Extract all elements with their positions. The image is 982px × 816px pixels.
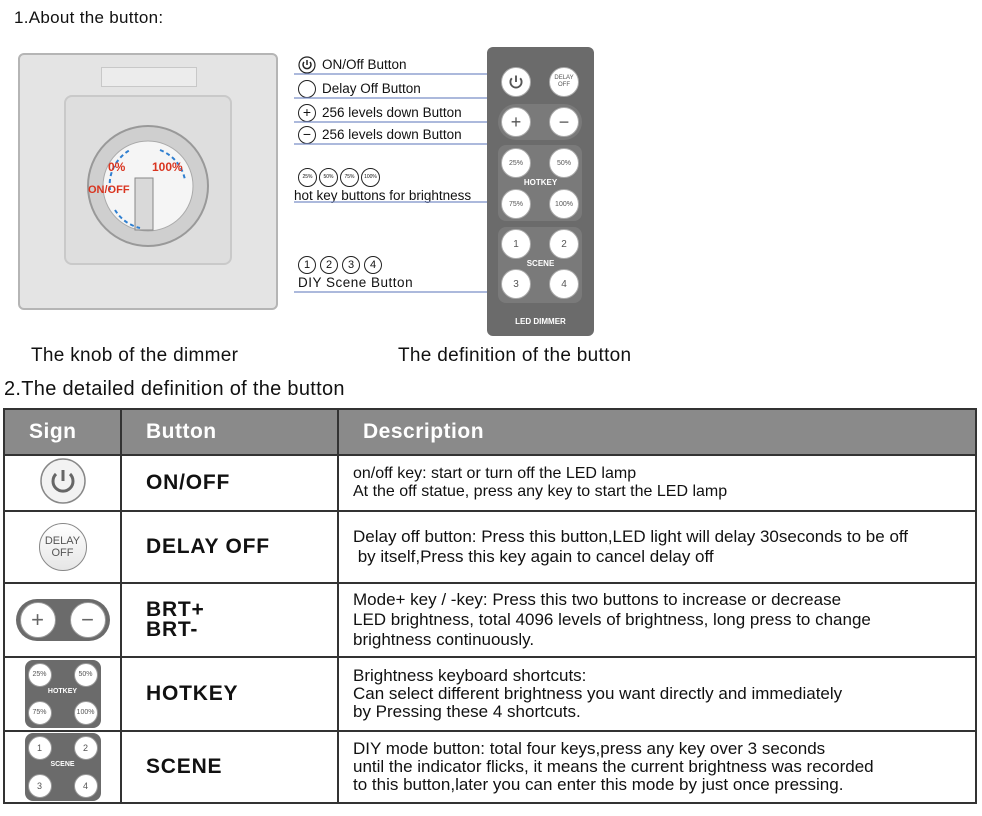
button-name-brt-plus: BRT+ — [146, 598, 205, 621]
indicator-slot — [101, 67, 197, 87]
ann-diy: DIY Scene Button — [298, 275, 414, 290]
remote-scene-label: SCENE — [526, 259, 555, 268]
remote-control — [487, 47, 594, 336]
minus-icon: − — [298, 126, 316, 144]
remote-hotkey-25: 25% — [501, 148, 531, 178]
minus-icon: − — [70, 602, 106, 638]
scene-icon: 1 — [298, 256, 316, 274]
button-name: DELAY OFF — [121, 511, 338, 583]
scene-icon: 2 — [320, 256, 338, 274]
remote-footer: LED DIMMER — [515, 317, 566, 326]
delay-icon: DELAY OFF — [39, 523, 87, 571]
header-button: Button — [121, 409, 338, 455]
table-row — [4, 511, 976, 583]
scene-key: 2 — [74, 736, 98, 760]
knob-label-100: 100% — [152, 160, 183, 174]
definition-table — [3, 408, 977, 804]
desc-line: At the off statue, press any key to start the LED lamp — [353, 483, 728, 500]
desc-line: until the indicator flicks, it means the current brightness was recorded — [353, 757, 874, 776]
remote-scene-1: 1 — [501, 229, 531, 259]
remote-plus-button: + — [501, 107, 531, 137]
desc-line: Can select different brightness you want directly and immediately — [353, 684, 843, 703]
table-header — [4, 409, 976, 455]
hotkey-label: HOTKEY — [47, 688, 78, 695]
scene-icon: 4 — [364, 256, 382, 274]
table-row — [4, 583, 976, 657]
table-row — [4, 657, 976, 731]
scene-pad-icon — [25, 733, 101, 801]
hotkey-icon: 50% — [319, 168, 338, 187]
hotkey-icon: 100% — [361, 168, 380, 187]
ann-onoff: ON/Off Button — [322, 57, 407, 72]
remote-power-button — [501, 67, 531, 97]
desc-line: by Pressing these 4 shortcuts. — [353, 702, 581, 721]
remote-hotkey-75: 75% — [501, 189, 531, 219]
hotkey-icon: 25% — [298, 168, 317, 187]
remote-scene-2: 2 — [549, 229, 579, 259]
scene-key: 4 — [74, 774, 98, 798]
desc-line: brightness continuously. — [353, 630, 535, 649]
hotkey-icon: 75% — [340, 168, 359, 187]
scene-label: SCENE — [50, 761, 75, 768]
hotkey-pad-icon — [25, 660, 101, 728]
scene-key: 3 — [28, 774, 52, 798]
power-icon — [39, 457, 87, 505]
knob-label-onoff: ON/OFF — [88, 184, 130, 196]
hotkey-key: 25% — [28, 663, 52, 687]
knob-label-0: 0% — [108, 160, 126, 174]
brightness-pill-icon — [16, 599, 110, 641]
button-name: SCENE — [121, 731, 338, 803]
section1-title: 1.About the button: — [14, 8, 164, 27]
remote-hotkey-50: 50% — [549, 148, 579, 178]
desc-line: Mode+ key / -key: Press this two buttons to increase or decrease — [353, 590, 842, 609]
scene-key: 1 — [28, 736, 52, 760]
desc-line: DIY mode button: total four keys,press any key over 3 seconds — [353, 739, 826, 758]
ann-up: 256 levels down Button — [322, 105, 462, 120]
button-name: HOTKEY — [121, 657, 338, 731]
header-sign: Sign — [4, 409, 121, 455]
plus-icon: + — [20, 602, 56, 638]
knob-caption: The knob of the dimmer — [31, 345, 239, 366]
desc-line: Delay off button: Press this button,LED light will delay 30seconds to be off — [353, 527, 909, 546]
desc-line: Brightness keyboard shortcuts: — [353, 666, 587, 685]
scene-icon: 3 — [342, 256, 360, 274]
remote-hotkey-label: HOTKEY — [523, 178, 558, 187]
desc-line: on/off key: start or turn off the LED lamp — [353, 465, 637, 482]
section2-title: 2.The detailed definition of the button — [4, 378, 345, 400]
button-name-brt-minus: BRT- — [146, 618, 199, 641]
desc-line: to this button,later you can enter this mode by just once pressing. — [353, 775, 844, 794]
table-row — [4, 731, 976, 803]
remote-scene-3: 3 — [501, 269, 531, 299]
ann-hotkeys: hot key buttons for brightness — [294, 188, 472, 203]
desc-line: LED brightness, total 4096 levels of brightness, long press to change — [353, 610, 871, 629]
hotkey-key: 100% — [74, 701, 98, 725]
remote-minus-button: − — [549, 107, 579, 137]
ann-delay: Delay Off Button — [322, 81, 421, 96]
plus-icon: + — [298, 104, 316, 122]
hotkey-key: 50% — [74, 663, 98, 687]
desc-line: by itself,Press this key again to cancel delay off — [353, 547, 714, 566]
button-name: ON/OFF — [121, 455, 338, 511]
header-description: Description — [338, 409, 976, 455]
hotkey-key: 75% — [28, 701, 52, 725]
remote-delay-button: DELAY OFF — [549, 67, 579, 97]
ann-down: 256 levels down Button — [322, 127, 462, 142]
remote-hotkey-100: 100% — [549, 189, 579, 219]
remote-caption: The definition of the button — [398, 345, 632, 366]
table-row — [4, 455, 976, 511]
remote-scene-4: 4 — [549, 269, 579, 299]
